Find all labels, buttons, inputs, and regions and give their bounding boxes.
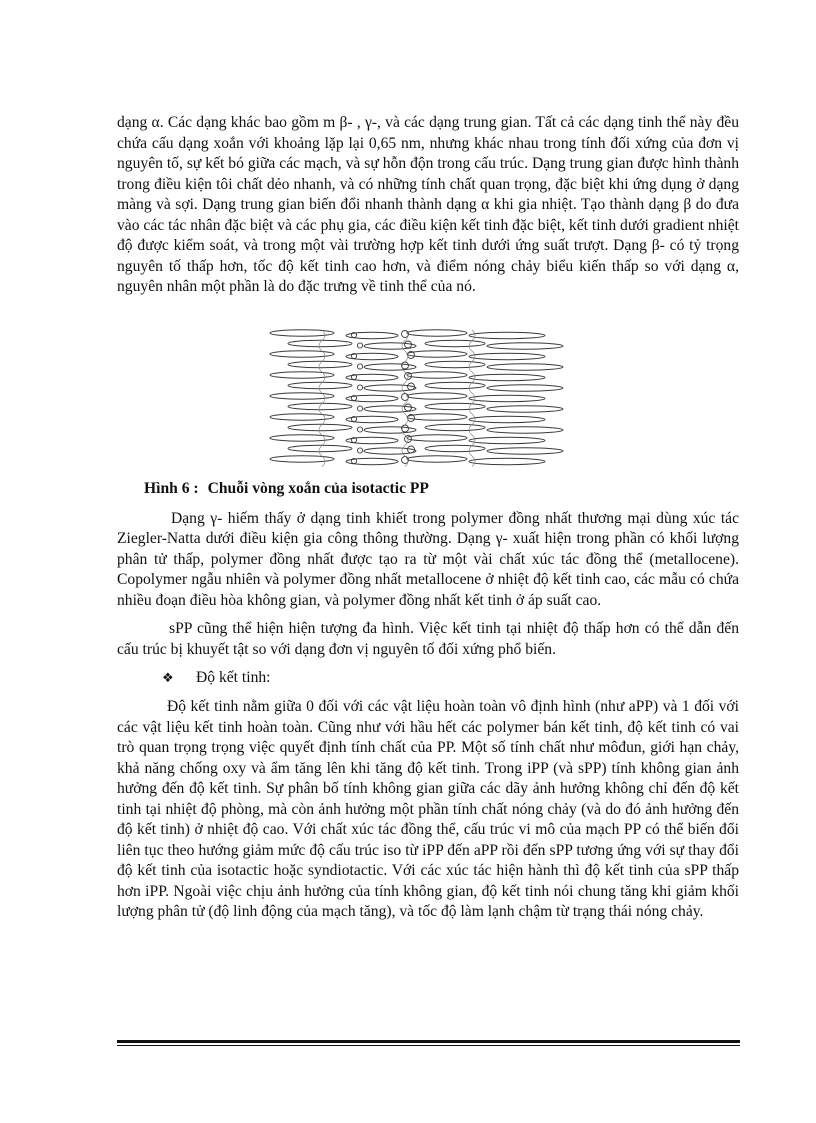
figure-title: Chuỗi vòng xoắn của isotactic PP (207, 479, 429, 497)
helix-turn (288, 424, 563, 433)
figure-caption (117, 479, 739, 499)
paragraph-intro: dạng α. Các dạng khác bao gồm m β- , γ-, và các dạng trung gian. Tất cả các dạng tinh thể này đều chứa cấu dạng xoắn với khoảng lặp lại 0,65 nm, nhưng khác nhau trong tính đối xứng của đơn vị nguyên tố, sự kết bó giữa các mạch, và sự hỗn độn trong cấu trúc. Dạng trung gian được hình thành trong điều kiện tôi chất dẻo nhanh, và có những tính chất quan trọng, đặc biệt khi ứng dụng ở dạng màng và sợi. Dạng trung gian biến đổi nhanh thành dạng α khi gia nhiệt. Tạo thành dạng β do đưa vào các tác nhân đặc biệt và các phụ gia, các điều kiện kết tinh đặc biệt, kết tinh dưới gradient nhiệt độ được kiểm soát, và trong một vài trường hợp kết tinh dưới ứng suất trượt. Dạng β- có tỷ trọng nguyên tố thấp hơn, tốc độ kết tinh cao hơn, và điểm nóng chảy biểu kiến thấp so với dạng α, nguyên nhân một phần là do đặc trưng về tinh thể của nó. (117, 114, 739, 295)
paragraph-crystallinity: Độ kết tinh nằm giữa 0 đối với các vật liệu hoàn toàn vô định hình (như aPP) và 1 đối với các vật liệu kết tinh hoàn toàn. Cũng như với hầu hết các polymer bán kết tinh, độ kết tinh có vai trò quan trọng trọng việc quyết định tính chất của PP. Một số tính chất như môđun, giới hạn chảy, khả năng chống oxy và ẩm tăng lên khi tăng độ kết tinh. Trong iPP (và sPP) tính không gian ảnh hưởng đến độ kết tinh. Sự phân bố tính không gian giữa các dãy ảnh hưởng không chỉ đến độ kết tinh tại nhiệt độ phòng, mà còn ảnh hưởng một phần tính chất nóng chảy (và do đó ảnh hưởng đến độ kết tinh) ở nhiệt độ cao. Với chất xúc tác đồng thể, cấu trúc vi mô của mạch PP có thể biến đổi liên tục theo hướng giảm mức độ cấu trúc iso từ iPP đến aPP rồi đến sPP tương ứng với sự thay đổi độ kết tinh của isotactic hoặc syndiotactic. Với các xúc tác hiện hành thì độ kết tinh của sPP thấp hơn iPP. Ngoài việc chịu ảnh hưởng của tính không gian, độ kết tinh nói chung tăng khi giảm khối lượng phân tử (độ linh động của mạch tăng), và tốc độ làm lạnh chậm từ trạng thái nóng chảy. (117, 698, 739, 920)
paragraph-spp: sPP cũng thể hiện hiện tượng đa hình. Việc kết tinh tại nhiệt độ thấp hơn có thể dẫn đến cấu trúc bị khuyết tật so với dạng đơn vị nguyên tố đối xứng phổ biến. (117, 620, 739, 658)
helix-strand (402, 330, 408, 467)
helix-turn (288, 361, 563, 370)
helix-turn (288, 445, 563, 454)
figure-label: Hình 6 : (144, 479, 199, 497)
helix-turn (288, 382, 563, 391)
document-page (117, 113, 739, 923)
footer-rule-thick (117, 1040, 740, 1043)
helix-turn (288, 403, 563, 412)
footer-rule (117, 1040, 740, 1046)
footer-rule-thin (117, 1045, 740, 1046)
figure-helix (117, 322, 739, 472)
diamond-bullet-icon: ❖ (162, 671, 174, 686)
paragraph-gamma: Dạng γ- hiếm thấy ở dạng tinh khiết trong polymer đồng nhất thương mại dùng xúc tác Ziegler-Natta dưới điều kiện gia công thông thường. Dạng γ- xuất hiện trong phần có khối lượng phân tử thấp, polymer đồng nhất được tạo ra từ một vài chất xúc tác đồng thể (metallocene). Copolymer ngẫu nhiên và polymer đồng nhất metallocene ở nhiệt độ kết tinh cao, các mẫu có chứa nhiều đoạn điều hòa không gian, và polymer đồng nhất kết tinh ở áp suất cao. (117, 509, 739, 609)
helix-turn (288, 340, 563, 349)
helix-illustration (262, 322, 572, 472)
section-heading-text: Độ kết tinh: (196, 669, 271, 686)
section-heading (117, 668, 739, 689)
